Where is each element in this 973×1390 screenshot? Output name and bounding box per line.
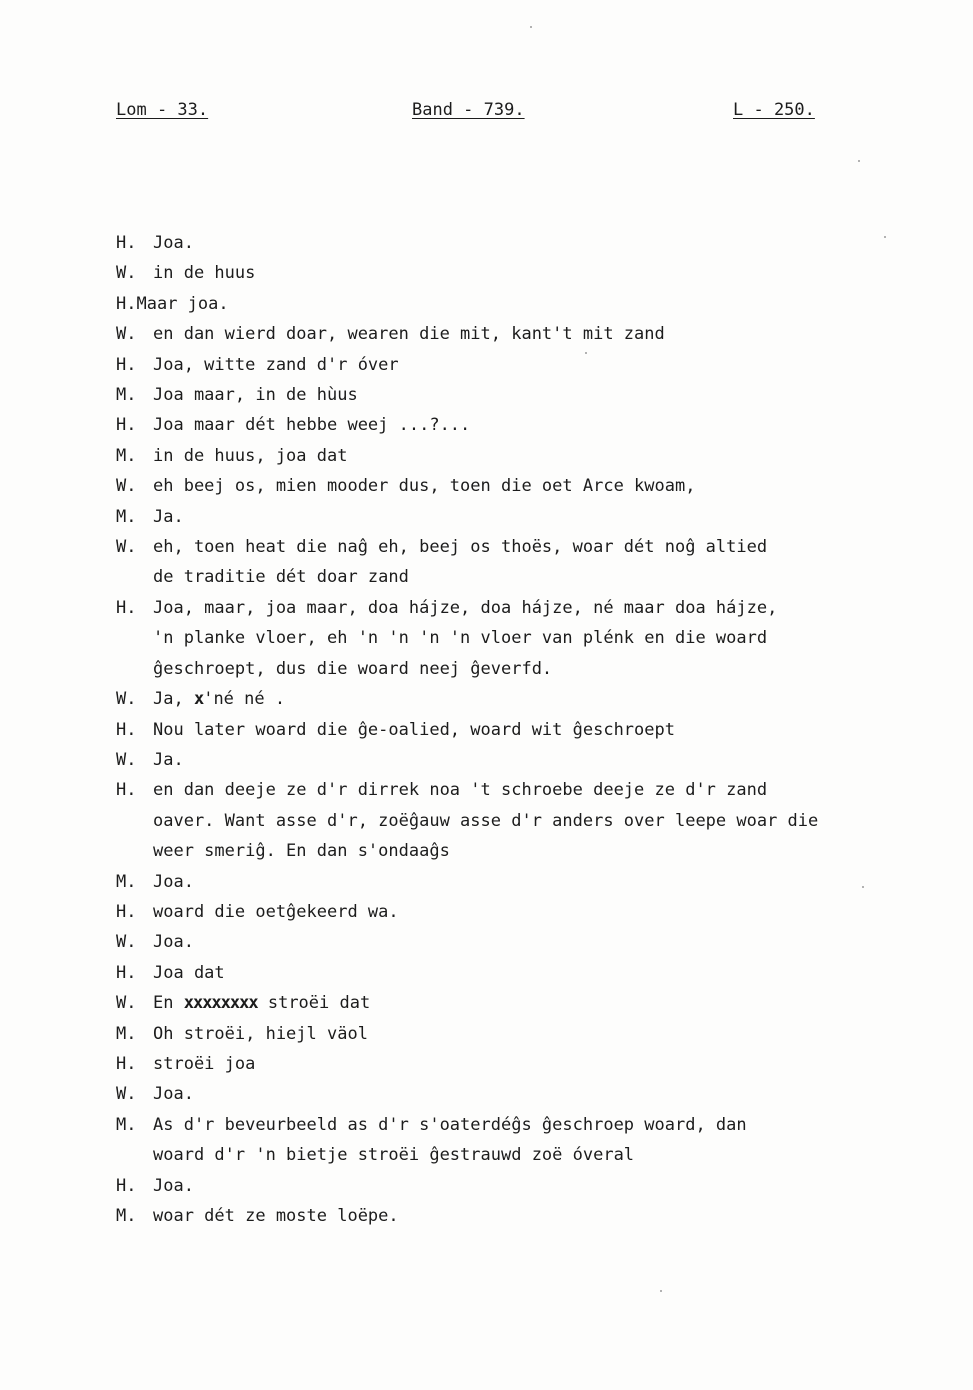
transcript-turn (116, 532, 966, 593)
transcript-turn (116, 319, 966, 349)
utterance (153, 1019, 368, 1049)
utterance-text: 'né né . (203, 689, 286, 710)
utterance-line (153, 988, 370, 1018)
speaker-label: H. (116, 597, 137, 618)
utterance-text: Maar joa. (136, 293, 229, 314)
utterance-text: Joa. (153, 1084, 194, 1105)
utterance (153, 988, 370, 1018)
utterance-text: weer smeriĝ. En dan s'ondaaĝs (153, 841, 450, 862)
utterance-text: oaver. Want asse d'r, zoëĝauw asse d'r anders over leepe woar die (153, 810, 819, 831)
speaker-label: M. (116, 1206, 137, 1226)
utterance-line (153, 684, 285, 714)
transcript-turn (116, 1201, 966, 1231)
utterance-line (153, 958, 225, 988)
utterance-text: Ja. (153, 749, 184, 770)
transcript-turn (116, 502, 966, 532)
transcript-turn (116, 1110, 966, 1171)
page-header (0, 100, 973, 130)
header-lom-number: Lom - 33. (116, 100, 209, 120)
utterance (153, 775, 818, 866)
utterance-line (153, 1201, 399, 1231)
speaker-label: H. (116, 901, 137, 922)
utterance-line (153, 380, 358, 410)
speaker-label: W. (116, 537, 137, 558)
utterance (153, 441, 347, 471)
utterance-text: Joa. (153, 932, 194, 953)
speaker-label: M. (116, 1114, 137, 1135)
utterance-line (136, 289, 228, 319)
transcript-turn (116, 958, 966, 988)
utterance-line (153, 745, 184, 775)
utterance-line (153, 410, 470, 440)
speaker-label: H. (116, 962, 137, 983)
speaker-label: W. (116, 263, 137, 284)
utterance-text: en dan wierd doar, wearen die mit, kant't mit zand (153, 324, 665, 345)
speaker-label: W. (116, 1084, 137, 1105)
speaker-label: W. (116, 324, 137, 345)
utterance-line (153, 715, 675, 745)
utterance-line (153, 836, 818, 866)
transcript-turn (116, 1019, 966, 1049)
transcript-turn (116, 927, 966, 957)
utterance-text: in de huus, joa dat (153, 445, 348, 466)
utterance-line (153, 1110, 747, 1140)
utterance-line (153, 623, 777, 653)
utterance-text: Joa, witte zand d'r óver (153, 354, 399, 375)
transcript-turn (116, 1079, 966, 1109)
speaker-label: M. (116, 1023, 137, 1044)
transcript-turn (116, 745, 966, 775)
utterance-line (153, 897, 399, 927)
utterance-text: eh, toen heat die naĝ eh, beej os thoës, woar dét noĝ altied (153, 537, 768, 558)
utterance-text: En (153, 993, 184, 1014)
utterance (153, 258, 255, 288)
utterance-text: 'n planke vloer, eh 'n 'n 'n 'n vloer van plénk en die woard (153, 628, 768, 649)
utterance-line (153, 471, 695, 501)
utterance (153, 228, 194, 258)
transcript-turn (116, 867, 966, 897)
utterance-text: in de huus (153, 263, 256, 284)
utterance-text: Nou later woard die ĝe-oalied, woard wit ĝeschroept (153, 719, 675, 740)
header-band-number: Band - 739. (412, 100, 525, 120)
scan-speck (862, 886, 864, 888)
transcript-turn (116, 380, 966, 410)
utterance-text: ĝeschroept, dus die woard neej ĝeverfd. (153, 658, 553, 679)
speaker-label: H. (116, 1175, 137, 1196)
utterance (153, 958, 225, 988)
utterance (153, 867, 194, 897)
speaker-label: W. (116, 932, 137, 953)
utterance-line (153, 1140, 747, 1170)
utterance (153, 1171, 194, 1201)
utterance-text: de traditie dét doar zand (153, 567, 409, 588)
utterance (153, 319, 665, 349)
transcript-turn (116, 289, 966, 319)
transcript-turn (116, 897, 966, 927)
transcript-turn (116, 350, 966, 380)
utterance-line (153, 319, 665, 349)
speaker-label: W. (116, 689, 137, 710)
scan-speck (660, 1290, 662, 1292)
utterance-line (153, 1171, 194, 1201)
utterance-line (153, 502, 184, 532)
scan-speck (884, 236, 886, 238)
utterance (153, 502, 184, 532)
struck-out-text: xxxxxxxx (183, 993, 258, 1014)
utterance-text: stroëi joa (153, 1053, 256, 1074)
utterance-line (153, 867, 194, 897)
utterance (153, 1079, 194, 1109)
utterance (153, 897, 399, 927)
utterance-line (153, 258, 255, 288)
utterance-line (153, 775, 818, 805)
transcript-turn (116, 1171, 966, 1201)
utterance-text: en dan deeje ze d'r dirrek noa 't schroebe deeje ze d'r zand (153, 780, 768, 801)
utterance-line (153, 654, 777, 684)
transcript-turn (116, 228, 966, 258)
utterance (136, 289, 228, 319)
utterance (153, 410, 470, 440)
utterance-line (153, 562, 767, 592)
utterance (153, 745, 184, 775)
transcript-turn (116, 775, 966, 866)
transcript-turn (116, 258, 966, 288)
utterance-text: woar dét ze moste loëpe. (153, 1206, 399, 1226)
transcript-turn (116, 988, 966, 1018)
utterance-line (153, 806, 818, 836)
speaker-label: M. (116, 871, 137, 892)
utterance (153, 1049, 255, 1079)
speaker-label: H. (116, 719, 137, 740)
utterance (153, 715, 675, 745)
utterance (153, 927, 194, 957)
header-page-number: L - 250. (733, 100, 815, 120)
speaker-label: H. (116, 1053, 137, 1074)
utterance-line (153, 1049, 255, 1079)
speaker-label: W. (116, 993, 137, 1014)
speaker-label: W. (116, 749, 137, 770)
utterance-text: woard d'r 'n bietje stroëi ĝestrauwd zoë óveral (153, 1145, 635, 1166)
transcript (116, 228, 966, 1231)
utterance (153, 684, 285, 714)
utterance-text: Joa. (153, 233, 194, 253)
utterance-text: Joa, maar, joa maar, doa hájze, doa hájze, né maar doa hájze, (153, 597, 778, 618)
utterance-text: Joa maar, in de hùus (153, 385, 358, 406)
utterance (153, 532, 767, 593)
transcript-turn (116, 1049, 966, 1079)
utterance-line (153, 228, 194, 258)
scan-speck (585, 352, 587, 354)
utterance-line (153, 927, 194, 957)
speaker-label: M. (116, 445, 137, 466)
utterance-text: eh beej os, mien mooder dus, toen die oet Arce kwoam, (153, 476, 696, 497)
speaker-label: H. (116, 354, 137, 375)
transcript-turn (116, 684, 966, 714)
speaker-label: W. (116, 476, 137, 497)
speaker-label: H. (116, 415, 137, 436)
utterance-line (153, 1079, 194, 1109)
speaker-label: H. (116, 233, 137, 253)
transcript-turn (116, 410, 966, 440)
speaker-label: H. (116, 780, 137, 801)
utterance-text: Joa maar dét hebbe weej ...?... (153, 415, 471, 436)
scan-speck (858, 160, 860, 162)
utterance (153, 380, 358, 410)
utterance-text: stroëi dat (257, 993, 371, 1014)
utterance-text: Joa dat (153, 962, 225, 983)
struck-out-text: x (193, 689, 204, 710)
transcript-turn (116, 471, 966, 501)
utterance (153, 350, 399, 380)
utterance-text: woard die oetĝekeerd wa. (153, 901, 399, 922)
speaker-label: H. (116, 293, 137, 314)
utterance-line (153, 1019, 368, 1049)
utterance-text: Joa. (153, 871, 194, 892)
utterance (153, 593, 777, 684)
utterance-text: As d'r beveurbeeld as d'r s'oaterdéĝs ĝeschroep woard, dan (153, 1114, 747, 1135)
transcript-turn (116, 441, 966, 471)
utterance (153, 1110, 747, 1171)
utterance-line (153, 441, 347, 471)
transcript-turn (116, 715, 966, 745)
utterance-line (153, 593, 777, 623)
utterance-text: Oh stroëi, hiejl väol (153, 1023, 368, 1044)
utterance-text: Ja, (153, 689, 194, 710)
utterance (153, 1201, 399, 1231)
scan-speck (530, 26, 532, 28)
utterance-line (153, 532, 767, 562)
utterance (153, 471, 695, 501)
utterance-text: Joa. (153, 1175, 194, 1196)
speaker-label: M. (116, 506, 137, 527)
utterance-text: Ja. (153, 506, 184, 527)
speaker-label: M. (116, 385, 137, 406)
utterance-line (153, 350, 399, 380)
transcript-turn (116, 593, 966, 684)
